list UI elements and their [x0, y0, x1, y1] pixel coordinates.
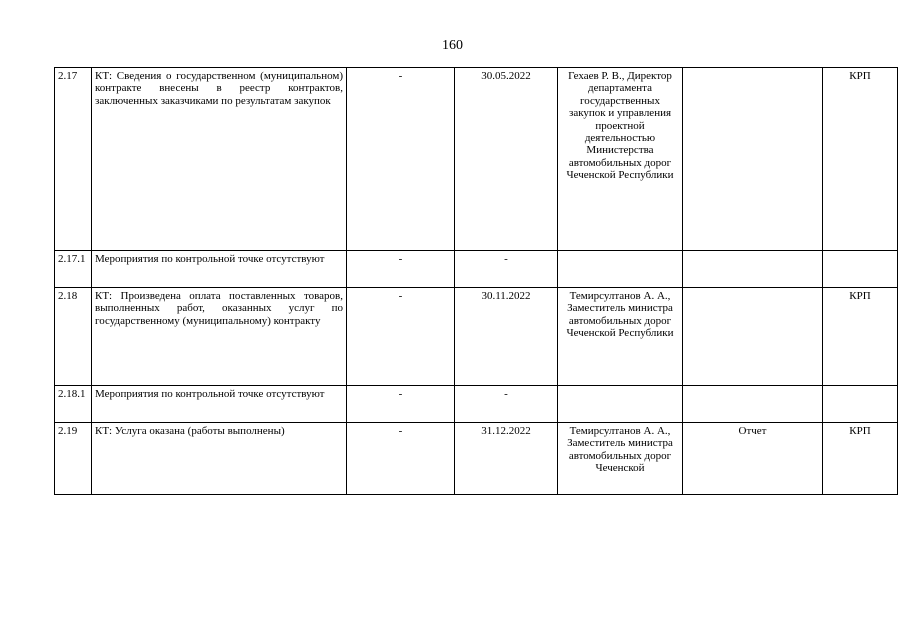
row-level: КРП: [823, 288, 898, 386]
table-row: [55, 68, 898, 251]
row-number: 2.19: [55, 423, 92, 495]
row-level: КРП: [823, 423, 898, 495]
row-col3: -: [347, 251, 455, 288]
row-date: 30.05.2022: [455, 68, 558, 251]
row-col3: -: [347, 386, 455, 423]
table-row: [55, 251, 898, 288]
row-result: [683, 68, 823, 251]
row-name: Мероприятия по контрольной точке отсутствуют: [92, 386, 347, 423]
table-row: [55, 386, 898, 423]
row-number: 2.18.1: [55, 386, 92, 423]
row-name: Мероприятия по контрольной точке отсутствуют: [92, 251, 347, 288]
row-result: Отчет: [683, 423, 823, 495]
table-row: [55, 423, 898, 495]
row-col3: -: [347, 288, 455, 386]
row-responsible: Гехаев Р. В., Директор департамента государственных закупок и управления проектной деятельностью Министерства автомобильных дорог Чеченской Республики: [558, 68, 683, 251]
row-name: КТ: Услуга оказана (работы выполнены): [92, 423, 347, 495]
row-col3: -: [347, 68, 455, 251]
row-date: 31.12.2022: [455, 423, 558, 495]
row-responsible: [558, 251, 683, 288]
row-name: КТ: Произведена оплата поставленных товаров, выполненных работ, оказанных услуг по государственному (муниципальному) контракту: [92, 288, 347, 386]
table-row: [55, 288, 898, 386]
row-result: [683, 288, 823, 386]
row-result: [683, 386, 823, 423]
page-number: 160: [442, 38, 463, 53]
control-points-table: [54, 67, 898, 495]
row-responsible: Темирсултанов А. А., Заместитель министра автомобильных дорог Чеченской Республики: [558, 288, 683, 386]
row-name: КТ: Сведения о государственном (муниципальном) контракте внесены в реестр контрактов, заключенных заказчиками по результатам закупок: [92, 68, 347, 251]
row-responsible: [558, 386, 683, 423]
row-number: 2.18: [55, 288, 92, 386]
row-number: 2.17: [55, 68, 92, 251]
row-col3: -: [347, 423, 455, 495]
row-date: -: [455, 386, 558, 423]
row-number: 2.17.1: [55, 251, 92, 288]
row-level: [823, 386, 898, 423]
row-result: [683, 251, 823, 288]
row-level: [823, 251, 898, 288]
row-level: КРП: [823, 68, 898, 251]
row-responsible: Темирсултанов А. А., Заместитель министра автомобильных дорог Чеченской: [558, 423, 683, 495]
row-date: -: [455, 251, 558, 288]
row-date: 30.11.2022: [455, 288, 558, 386]
